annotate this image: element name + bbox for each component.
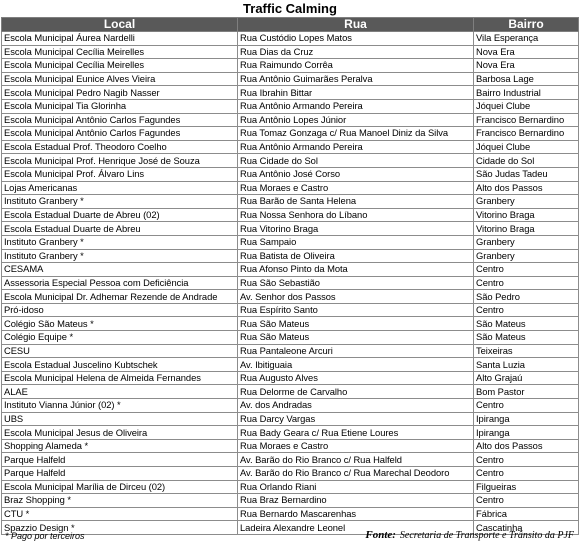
cell-rua: Rua Antônio Armando Pereira [238, 140, 474, 154]
cell-local: Escola Municipal Marília de Dirceu (02) [2, 480, 238, 494]
cell-rua: Rua Moraes e Castro [238, 439, 474, 453]
table-row [2, 208, 579, 222]
cell-rua: Rua Orlando Riani [238, 480, 474, 494]
cell-rua: Rua Espírito Santo [238, 303, 474, 317]
cell-local: Escola Municipal Eunice Alves Vieira [2, 72, 238, 86]
table-row [2, 494, 579, 508]
table-body [2, 32, 579, 535]
cell-bairro: Vila Esperança [474, 32, 579, 46]
cell-rua: Ladeira Alexandre Leonel [238, 521, 474, 535]
cell-rua: Av. Barão do Rio Branco c/ Rua Marechal Deodoro [238, 467, 474, 481]
cell-local: Escola Municipal Jesus de Oliveira [2, 426, 238, 440]
cell-rua: Rua São Mateus [238, 331, 474, 345]
cell-rua: Rua Antônio Guimarães Peralva [238, 72, 474, 86]
traffic-calming-table [1, 17, 579, 535]
table-row [2, 99, 579, 113]
cell-local: Escola Municipal Dr. Adhemar Rezende de Andrade [2, 290, 238, 304]
cell-local: Escola Estadual Duarte de Abreu [2, 222, 238, 236]
cell-local: Escola Municipal Helena de Almeida Fernandes [2, 371, 238, 385]
cell-local: Assessoria Especial Pessoa com Deficiência [2, 276, 238, 290]
cell-local: Colégio Equipe * [2, 331, 238, 345]
cell-local: Escola Municipal Cecília Meirelles [2, 45, 238, 59]
cell-rua: Rua São Mateus [238, 317, 474, 331]
cell-local: Lojas Americanas [2, 181, 238, 195]
table-row [2, 167, 579, 181]
cell-local: Instituto Granbery * [2, 235, 238, 249]
cell-rua: Rua Antônio Armando Pereira [238, 99, 474, 113]
table-header-row [2, 18, 579, 32]
table-row [2, 290, 579, 304]
cell-local: Instituto Vianna Júnior (02) * [2, 399, 238, 413]
cell-local: Braz Shopping * [2, 494, 238, 508]
cell-rua: Rua Afonso Pinto da Mota [238, 263, 474, 277]
cell-rua: Rua Nossa Senhora do Líbano [238, 208, 474, 222]
cell-rua: Rua Sampaio [238, 235, 474, 249]
cell-local: Escola Municipal Prof. Henrique José de Souza [2, 154, 238, 168]
cell-bairro: Ipiranga [474, 426, 579, 440]
table-row [2, 181, 579, 195]
cell-bairro: Teixeiras [474, 344, 579, 358]
cell-bairro: Granbery [474, 249, 579, 263]
cell-rua: Rua Antônio Lopes Júnior [238, 113, 474, 127]
cell-local: Escola Municipal Antônio Carlos Fagundes [2, 113, 238, 127]
cell-bairro: Centro [474, 494, 579, 508]
cell-rua: Rua Bady Geara c/ Rua Etiene Loures [238, 426, 474, 440]
footnote: * Pago por terceiros [5, 531, 85, 541]
table-row [2, 113, 579, 127]
cell-bairro: Bairro Industrial [474, 86, 579, 100]
table-row [2, 399, 579, 413]
cell-rua: Rua Delorme de Carvalho [238, 385, 474, 399]
table-row [2, 467, 579, 481]
cell-rua: Rua Augusto Alves [238, 371, 474, 385]
table-row [2, 453, 579, 467]
cell-bairro: Centro [474, 467, 579, 481]
table-row [2, 371, 579, 385]
cell-local: Escola Municipal Áurea Nardelli [2, 32, 238, 46]
table-row [2, 331, 579, 345]
cell-bairro: São Judas Tadeu [474, 167, 579, 181]
table-row [2, 140, 579, 154]
cell-bairro: Nova Era [474, 45, 579, 59]
cell-local: Parque Halfeld [2, 467, 238, 481]
cell-bairro: Nova Era [474, 59, 579, 73]
table-row [2, 32, 579, 46]
cell-rua: Rua Dias da Cruz [238, 45, 474, 59]
cell-bairro: Centro [474, 453, 579, 467]
cell-rua: Rua Custódio Lopes Matos [238, 32, 474, 46]
column-header-rua: Rua [238, 18, 474, 32]
table-row [2, 86, 579, 100]
table-row [2, 412, 579, 426]
page-title: Traffic Calming [243, 1, 337, 16]
cell-rua: Rua Bernardo Mascarenhas [238, 507, 474, 521]
cell-rua: Av. Senhor dos Passos [238, 290, 474, 304]
cell-local: Instituto Granbery * [2, 195, 238, 209]
cell-bairro: Vitorino Braga [474, 208, 579, 222]
cell-bairro: Bom Pastor [474, 385, 579, 399]
cell-rua: Rua Raimundo Corrêa [238, 59, 474, 73]
cell-bairro: Vitorino Braga [474, 222, 579, 236]
cell-bairro: Centro [474, 276, 579, 290]
cell-bairro: Granbery [474, 195, 579, 209]
cell-local: Shopping Alameda * [2, 439, 238, 453]
cell-bairro: Centro [474, 303, 579, 317]
cell-bairro: Cascatinha [474, 521, 579, 535]
column-header-bairro: Bairro [474, 18, 579, 32]
table-row [2, 426, 579, 440]
cell-bairro: Centro [474, 399, 579, 413]
cell-bairro: Filgueiras [474, 480, 579, 494]
cell-local: CESAMA [2, 263, 238, 277]
cell-bairro: Cidade do Sol [474, 154, 579, 168]
cell-rua: Av. Barão do Rio Branco c/ Rua Halfeld [238, 453, 474, 467]
cell-local: Escola Estadual Juscelino Kubtschek [2, 358, 238, 372]
cell-bairro: Francisco Bernardino [474, 127, 579, 141]
table-row [2, 344, 579, 358]
cell-bairro: Francisco Bernardino [474, 113, 579, 127]
cell-rua: Rua Moraes e Castro [238, 181, 474, 195]
cell-bairro: Jóquei Clube [474, 99, 579, 113]
cell-rua: Rua Pantaleone Arcuri [238, 344, 474, 358]
cell-local: Escola Municipal Pedro Nagib Nasser [2, 86, 238, 100]
cell-rua: Av. Ibitiguaia [238, 358, 474, 372]
cell-bairro: Barbosa Lage [474, 72, 579, 86]
table-row [2, 72, 579, 86]
cell-bairro: São Pedro [474, 290, 579, 304]
cell-rua: Av. dos Andradas [238, 399, 474, 413]
cell-bairro: Alto dos Passos [474, 439, 579, 453]
table-row [2, 235, 579, 249]
table-row [2, 249, 579, 263]
table-row [2, 507, 579, 521]
table-row [2, 385, 579, 399]
table-row [2, 154, 579, 168]
cell-local: Pró-idoso [2, 303, 238, 317]
cell-local: Escola Municipal Prof. Álvaro Lins [2, 167, 238, 181]
cell-bairro: Fábrica [474, 507, 579, 521]
table-row [2, 195, 579, 209]
cell-rua: Rua Ibrahin Bittar [238, 86, 474, 100]
cell-bairro: Jóquei Clube [474, 140, 579, 154]
cell-rua: Rua Tomaz Gonzaga c/ Rua Manoel Diniz da Silva [238, 127, 474, 141]
cell-rua: Rua Vitorino Braga [238, 222, 474, 236]
cell-bairro: São Mateus [474, 331, 579, 345]
cell-local: ALAE [2, 385, 238, 399]
cell-local: Escola Estadual Duarte de Abreu (02) [2, 208, 238, 222]
cell-local: CTU * [2, 507, 238, 521]
table-row [2, 45, 579, 59]
cell-rua: Rua São Sebastião [238, 276, 474, 290]
cell-local: CESU [2, 344, 238, 358]
table-row [2, 59, 579, 73]
cell-rua: Rua Barão de Santa Helena [238, 195, 474, 209]
cell-rua: Rua Braz Bernardino [238, 494, 474, 508]
cell-rua: Rua Cidade do Sol [238, 154, 474, 168]
cell-local: Escola Estadual Prof. Theodoro Coelho [2, 140, 238, 154]
table-row [2, 263, 579, 277]
cell-local: Escola Municipal Cecília Meirelles [2, 59, 238, 73]
cell-rua: Rua Antônio José Corso [238, 167, 474, 181]
source-text: Secretaria de Transporte e Trânsito da PJF [399, 530, 574, 541]
table-row [2, 222, 579, 236]
cell-local: Spazzio Design * [2, 521, 238, 535]
cell-rua: Rua Darcy Vargas [238, 412, 474, 426]
table-row [2, 276, 579, 290]
source-credit [365, 529, 574, 541]
cell-local: UBS [2, 412, 238, 426]
cell-bairro: Granbery [474, 235, 579, 249]
cell-local: Escola Municipal Tia Glorinha [2, 99, 238, 113]
cell-bairro: São Mateus [474, 317, 579, 331]
cell-bairro: Alto Grajaú [474, 371, 579, 385]
cell-bairro: Centro [474, 263, 579, 277]
cell-bairro: Alto dos Passos [474, 181, 579, 195]
cell-local: Instituto Granbery * [2, 249, 238, 263]
column-header-local: Local [2, 18, 238, 32]
table-row [2, 127, 579, 141]
table-row [2, 317, 579, 331]
cell-local: Colégio São Mateus * [2, 317, 238, 331]
cell-local: Escola Municipal Antônio Carlos Fagundes [2, 127, 238, 141]
table-row [2, 358, 579, 372]
cell-local: Parque Halfeld [2, 453, 238, 467]
cell-rua: Rua Batista de Oliveira [238, 249, 474, 263]
table-row [2, 303, 579, 317]
source-label: Fonte: [365, 529, 396, 541]
cell-bairro: Ipiranga [474, 412, 579, 426]
cell-bairro: Santa Luzia [474, 358, 579, 372]
table-row [2, 439, 579, 453]
table-row [2, 480, 579, 494]
